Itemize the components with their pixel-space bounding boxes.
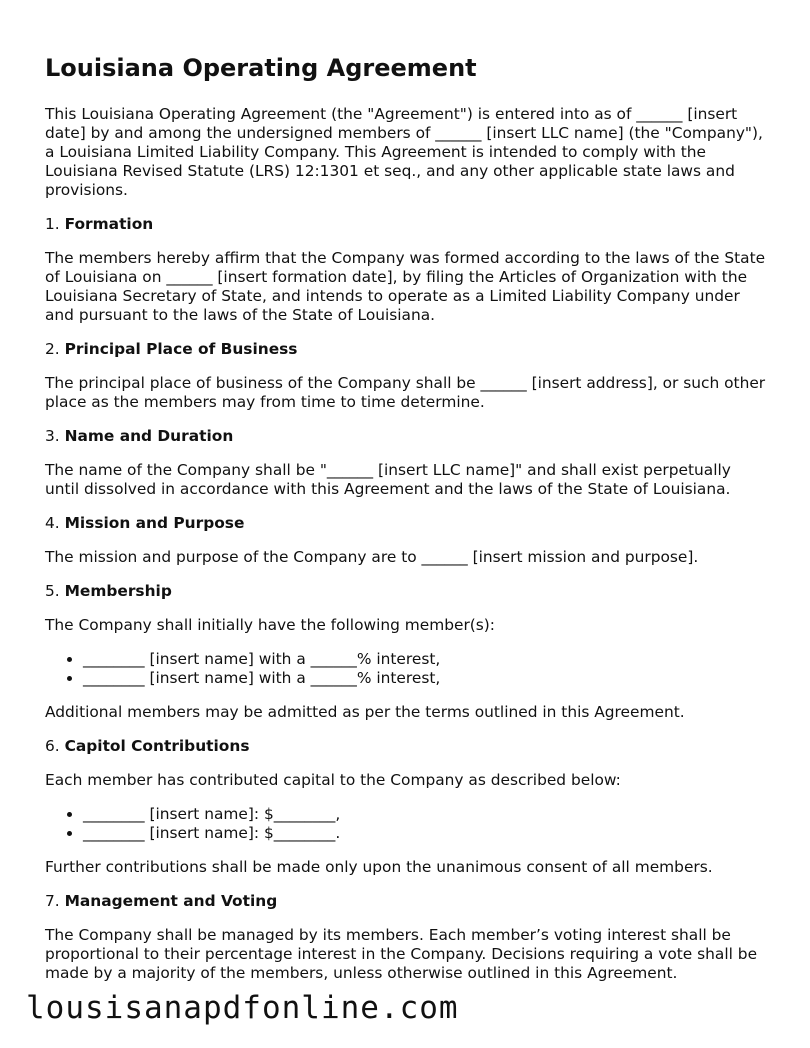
section-note: Further contributions shall be made only upon the unanimous consent of all members. xyxy=(45,858,713,876)
section-number: 3. xyxy=(45,427,60,445)
list-item: • ________ [insert name] with a ______% interest, xyxy=(83,650,767,669)
section-number: 4. xyxy=(45,514,60,532)
section-heading xyxy=(45,514,767,533)
section-number: 5. xyxy=(45,582,60,600)
section-number: 2. xyxy=(45,340,60,358)
section-heading xyxy=(45,215,767,234)
section-body: The Company shall initially have the following member(s): xyxy=(45,616,495,634)
section-body: The name of the Company shall be "______ [insert LLC name]" and shall exist perpetually until dissolved in accordance with this Agreement and the laws of the State of Louisiana. xyxy=(45,461,731,498)
section-note: Additional members may be admitted as per the terms outlined in this Agreement. xyxy=(45,703,685,721)
section-title: Membership xyxy=(64,582,172,600)
section-title: Name and Duration xyxy=(64,427,234,445)
section-title: Capitol Contributions xyxy=(64,737,250,755)
section-body: The principal place of business of the Company shall be ______ [insert address], or such other place as the members may from time to time determine. xyxy=(45,374,766,411)
list-item: • ________ [insert name] with a ______% interest, xyxy=(83,669,767,688)
section-number: 7. xyxy=(45,892,60,910)
list-item: • ________ [insert name]: $________, xyxy=(83,805,767,824)
section-heading xyxy=(45,737,767,756)
contribution-list xyxy=(45,805,767,843)
section-heading xyxy=(45,892,767,911)
section-body: The members hereby affirm that the Company was formed according to the laws of the State of Louisiana on ______ [insert formation date], by filing the Articles of Organization with the Louisiana Secretary of State, and intends to operate as a Limited Liability Company under and pursuant to the laws of the State of Louisiana. xyxy=(45,249,766,324)
section-heading xyxy=(45,427,767,446)
section-number: 1. xyxy=(45,215,60,233)
watermark: lousisanapdfonline.com xyxy=(26,990,459,1026)
document-title: Louisiana Operating Agreement xyxy=(45,54,477,82)
section-title: Formation xyxy=(64,215,154,233)
section-body: Each member has contributed capital to the Company as described below: xyxy=(45,771,621,789)
section-heading xyxy=(45,582,767,601)
section-number: 6. xyxy=(45,737,60,755)
intro-paragraph: This Louisiana Operating Agreement (the "Agreement") is entered into as of ______ [insert date] by and among the undersigned members of ______ [insert LLC name] (the "Company"), a Louisiana Limited Liability Company. This Agreement is intended to comply with the Louisiana Revised Statute (LRS) 12:1301 et seq., and any other applicable state laws and provisions. xyxy=(45,105,763,199)
section-title: Principal Place of Business xyxy=(64,340,298,358)
section-heading xyxy=(45,340,767,359)
member-list xyxy=(45,650,767,688)
document-page xyxy=(45,52,767,998)
section-body: The Company shall be managed by its members. Each member’s voting interest shall be proportional to their percentage interest in the Company. Decisions requiring a vote shall be made by a majority of the members, unless otherwise outlined in this Agreement. xyxy=(45,926,758,982)
list-item: • ________ [insert name]: $________. xyxy=(83,824,767,843)
section-body: The mission and purpose of the Company are to ______ [insert mission and purpose]. xyxy=(45,548,699,566)
section-title: Management and Voting xyxy=(64,892,278,910)
section-title: Mission and Purpose xyxy=(64,514,245,532)
